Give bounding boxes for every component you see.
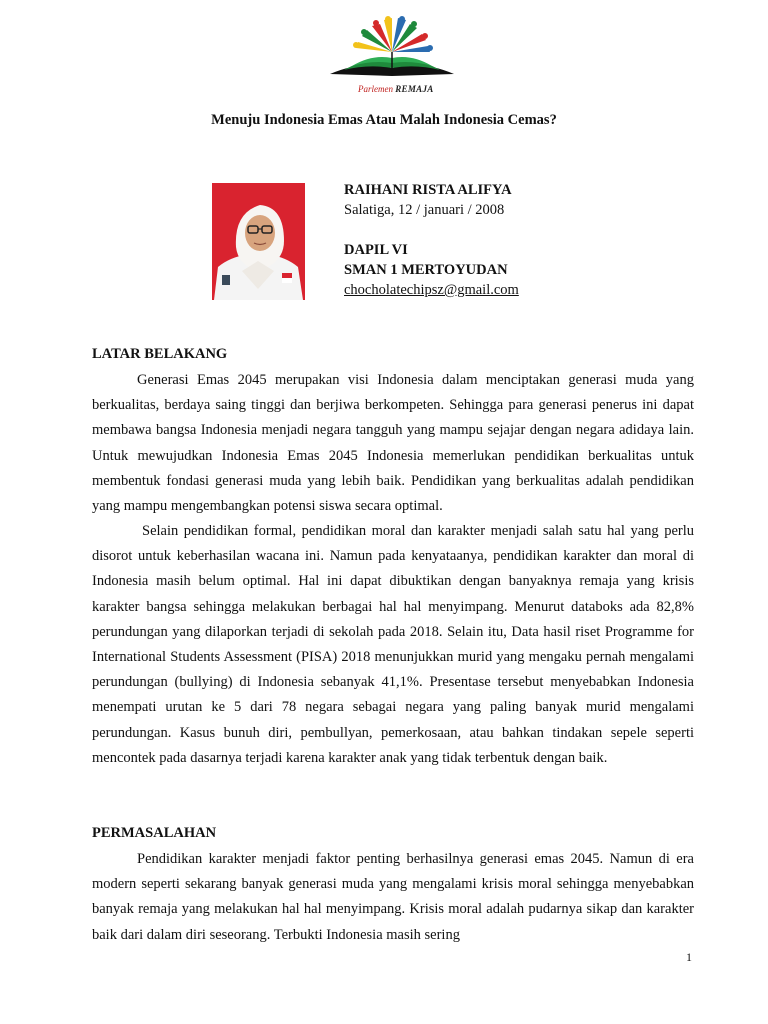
logo-figures	[353, 16, 433, 52]
page-number: 1	[686, 950, 692, 964]
author-name: RAIHANI RISTA ALIFYA	[344, 182, 512, 198]
profile-photo	[212, 183, 305, 300]
paragraph: Pendidikan karakter menjadi faktor penting berhasilnya generasi emas 2045. Namun di era modern seperti sekarang banyak generasi muda yang mengalami krisis moral sehingga menyebabkan banyak remaja yang melakukan hal hal menyimpang. Krisis moral adalah pudarnya sikap dan karakter baik dari dalam diri seseorang. Terbukti Indonesia masih sering	[92, 851, 694, 943]
author-birth: Salatiga, 12 / januari / 2008	[344, 202, 505, 218]
author-dapil: DAPIL VI	[344, 242, 408, 258]
author-email-link[interactable]: chocholatechipsz@gmail.com	[344, 282, 519, 298]
logo-book	[330, 52, 454, 76]
paragraph: Generasi Emas 2045 merupakan visi Indonesia dalam menciptakan generasi muda yang berkualitas, berdaya saing tinggi dan berjiwa berkompeten. Sehingga para generasi penerus ini dapat membawa bangsa Indonesia menjadi negara tangguh yang mampu sejajar dengan negara adidaya lain. Untuk mewujudkan Indonesia Emas 2045 Indonesia memerlukan pendidikan berkualitas untuk membentuk fondasi generasi muda yang lebih baik. Pendidikan yang berkualitas adalah pendidikan yang mampu mengembangkan potensi siswa secara optimal.	[92, 372, 694, 515]
student-portrait-icon	[212, 183, 305, 300]
document-title: Menuju Indonesia Emas Atau Malah Indonesia Cemas?	[211, 112, 557, 128]
author-school: SMAN 1 MERTOYUDAN	[344, 262, 508, 278]
section-heading-permasalahan: PERMASALAHAN	[92, 825, 217, 841]
parlemen-remaja-logo	[322, 16, 462, 104]
paragraph: Selain pendidikan formal, pendidikan moral dan karakter menjadi salah satu hal yang perlu disorot untuk keberhasilan wacana ini. Namun pada kenyataanya, pendidikan karakter dan moral di Indonesia masih belum optimal. Hal ini dapat dibuktikan dengan banyaknya remaja yang krisis karakter bangsa sehingga melakukan berbagai hal hal menyimpang. Menurut databoks ada 82,8% perundungan yang dilaporkan terjadi di sekolah pada 2018. Selain itu, Data hasil riset Programme for International Students Assessment (PISA) 2018 menunjukkan murid yang mengaku pernah mengalami perundungan (bullying) di Indonesia sebanyak 41,1%. Presentase tersebut menyebabkan Indonesia menempati urutan ke 5 dari 78 negara sebagai negara yang paling banyak murid mengalami perundungan. Kasus bunuh diri, pembullyan, pemerkosaan, atau bahkan tindakan sepele seperti mencontek pada dasarnya terjadi karena karakter anak yang tidak terbentuk dengan baik.	[92, 523, 694, 766]
section-heading-latar-belakang: LATAR BELAKANG	[92, 346, 228, 362]
logo-emblem-icon	[322, 16, 462, 86]
logo-wordmark: Parlemen REMAJA	[358, 84, 434, 94]
author-profile	[344, 180, 519, 300]
